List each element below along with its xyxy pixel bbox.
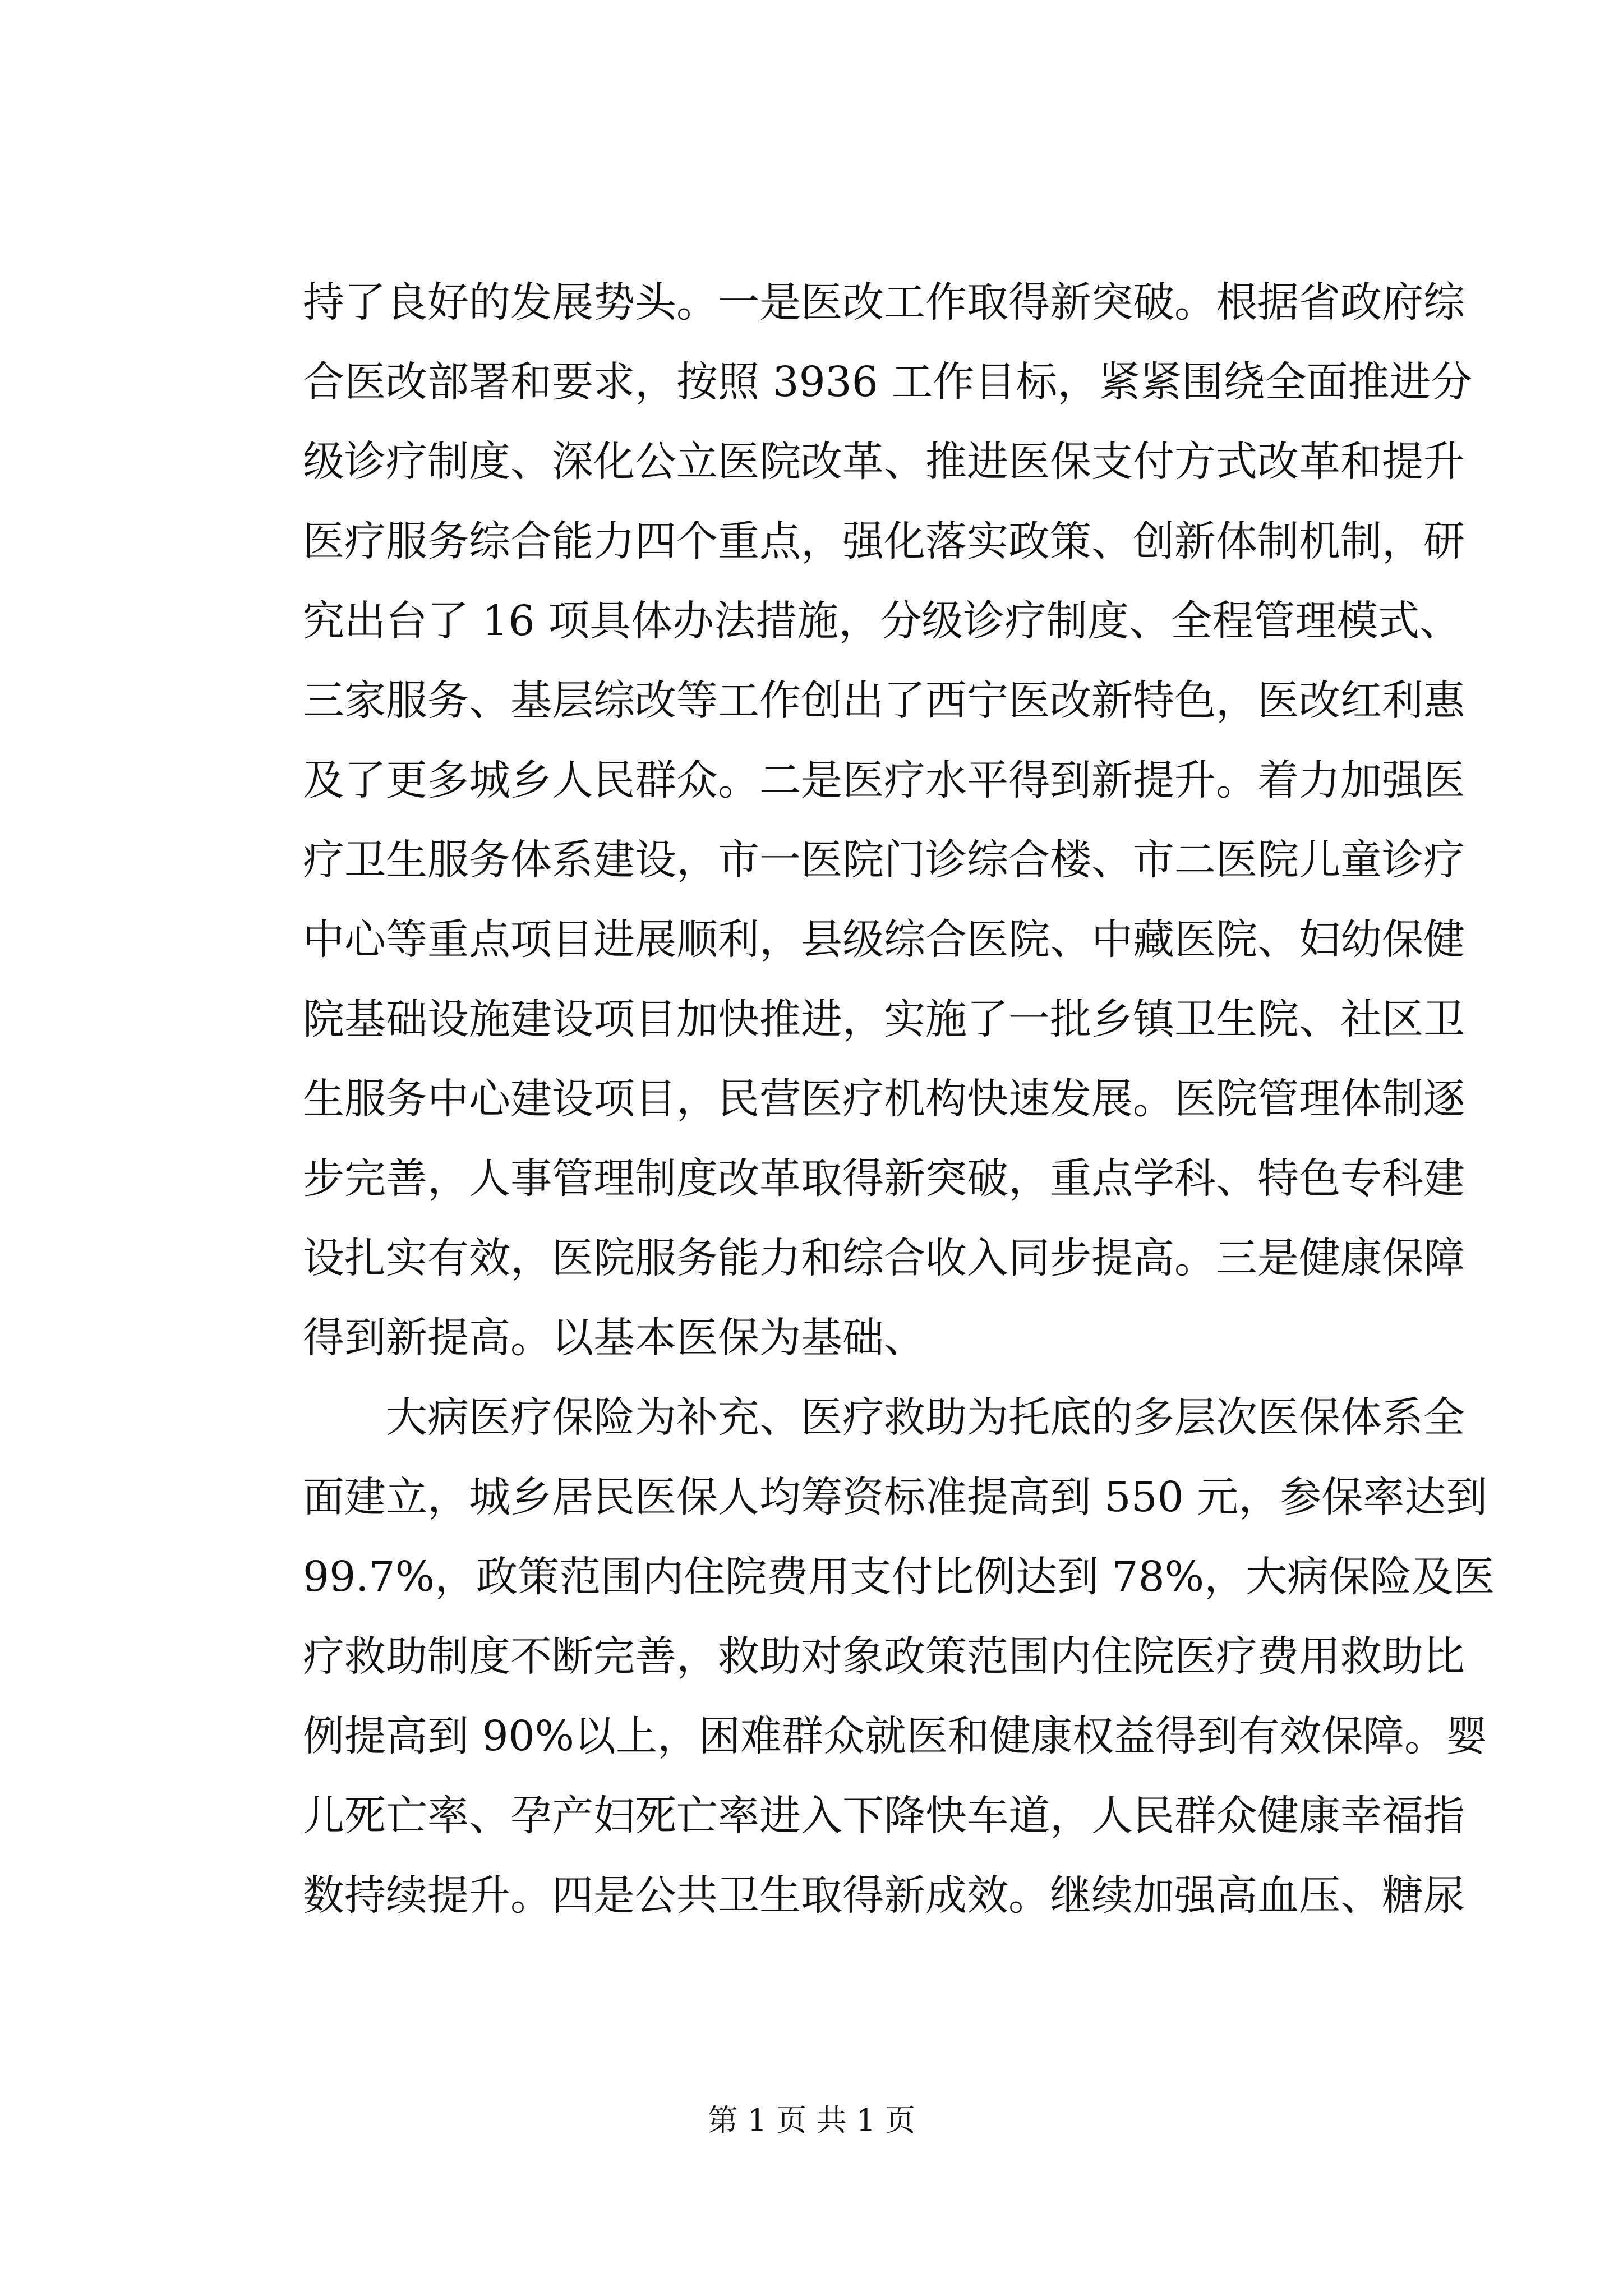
text-line: 合医改部署和要求，按照 3936 工作目标，紧紧围绕全面推进分	[303, 358, 1473, 406]
text-line: 疗卫生服务体系建设，市一医院门诊综合楼、市二医院儿童诊疗	[303, 836, 1465, 884]
text-line: 数持续提升。四是公共卫生取得新成效。继续加强高血压、糖尿	[303, 1871, 1465, 1920]
text-line: 大病医疗保险为补充、医疗救助为托底的多层次医保体系全	[303, 1393, 1465, 1442]
text-line: 得到新提高。以基本医保为基础、	[303, 1314, 925, 1362]
text-line: 究出台了 16 项具体办法措施，分级诊疗制度、全程管理模式、	[303, 597, 1461, 645]
text-line: 儿死亡率、孕产妇死亡率进入下降快车道，人民群众健康幸福指	[303, 1792, 1465, 1840]
text-line: 持了良好的发展势头。一是医改工作取得新突破。根据省政府综	[303, 278, 1465, 326]
text-line: 面建立，城乡居民医保人均筹资标准提高到 550 元，参保率达到	[303, 1473, 1488, 1521]
text-line: 院基础设施建设项目加快推进，实施了一批乡镇卫生院、社区卫	[303, 995, 1465, 1043]
text-line: 设扎实有效，医院服务能力和综合收入同步提高。三是健康保障	[303, 1234, 1465, 1282]
text-line: 三家服务、基层综改等工作创出了西宁医改新特色，医改红利惠	[303, 677, 1465, 725]
body-text	[303, 263, 1495, 1935]
text-line: 例提高到 90%以上，困难群众就医和健康权益得到有效保障。婴	[303, 1712, 1487, 1760]
text-line: 疗救助制度不断完善，救助对象政策范围内住院医疗费用救助比	[303, 1632, 1465, 1681]
text-line: 及了更多城乡人民群众。二是医疗水平得到新提升。着力加强医	[303, 756, 1465, 804]
text-line: 99.7%，政策范围内住院费用支付比例达到 78%，大病保险及医	[303, 1553, 1495, 1601]
text-line: 级诊疗制度、深化公立医院改革、推进医保支付方式改革和提升	[303, 438, 1465, 486]
text-line: 医疗服务综合能力四个重点，强化落实政策、创新体制机制，研	[303, 517, 1465, 565]
text-line: 生服务中心建设项目，民营医疗机构快速发展。医院管理体制逐	[303, 1075, 1465, 1123]
page-footer: 第 1 页 共 1 页	[707, 2102, 916, 2138]
text-line: 步完善，人事管理制度改革取得新突破，重点学科、特色专科建	[303, 1154, 1465, 1203]
text-line: 中心等重点项目进展顺利，县级综合医院、中藏医院、妇幼保健	[303, 915, 1465, 964]
